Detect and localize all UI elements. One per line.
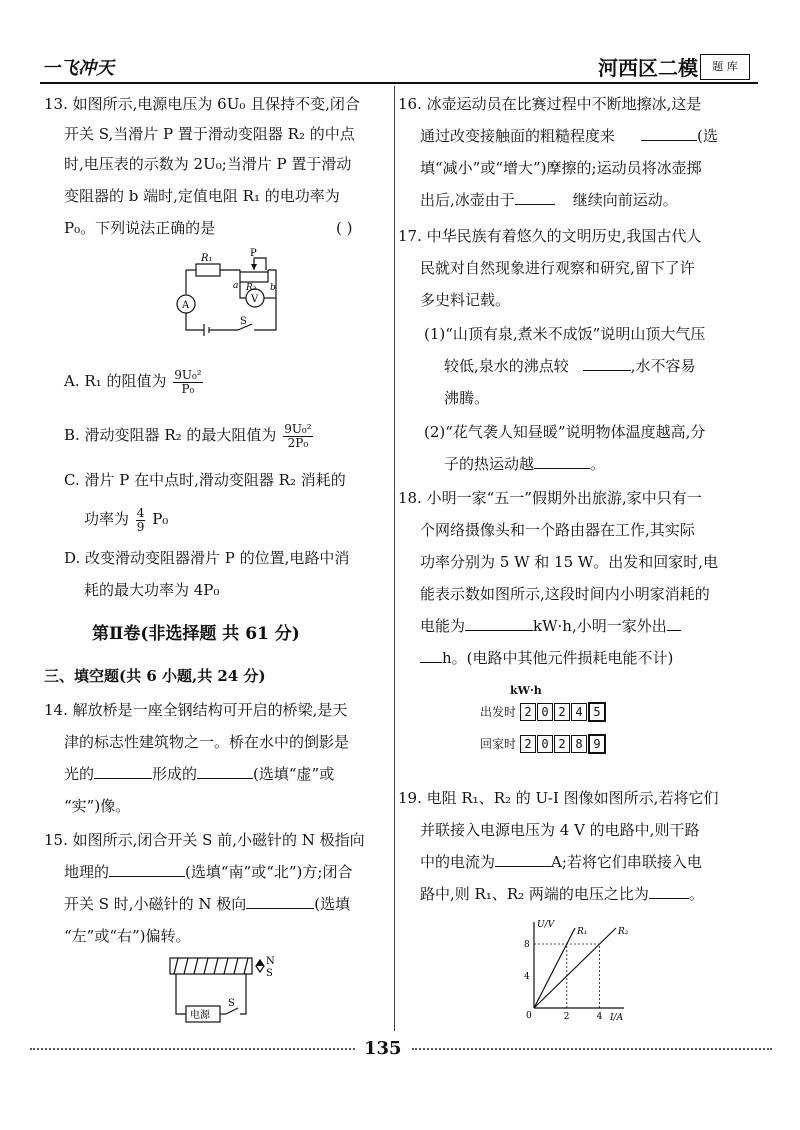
q14-blank-2[interactable]: [197, 760, 253, 779]
q14-line2: 津的标志性建筑物之一。桥在水中的倒影是: [64, 733, 350, 751]
voltmeter-label: V: [251, 294, 259, 305]
q17-part2-c: 。: [590, 455, 606, 473]
chart-x-tick-1: 4: [596, 1012, 603, 1022]
q13-option-b-fraction: [283, 423, 312, 450]
q14-line3-b: 形成的: [152, 765, 198, 783]
q18-line4: 能表示数如图所示,这段时间内小明家消耗的: [420, 585, 710, 603]
chart-series-1-label: R₁: [577, 927, 588, 937]
q13-line4: 变阻器的 b 端时,定值电阻 R₁ 的电功率为: [64, 187, 340, 205]
q16-line2: [420, 122, 718, 150]
meter-return-row: [480, 734, 607, 754]
q19-line1: 19. 电阻 R₁、R₂ 的 U-I 图像如图所示,若将它们: [398, 789, 719, 807]
meter-start-digits: [520, 705, 607, 719]
q13-option-d-line2: 耗的最大功率为 4P₀: [84, 581, 220, 599]
end-a-label: a: [233, 281, 239, 291]
q14-line3-c: (选填“虚”或: [253, 765, 335, 783]
meter-return-digit-2: 2: [554, 735, 570, 753]
q16-line4-a: 出后,冰壶由于: [420, 191, 515, 209]
q15-line3-b: (选填: [314, 895, 351, 913]
q16-line3: 填“减小”或“增大”)摩擦的;运动员将冰壶掷: [420, 159, 702, 177]
q15-electromagnet-diagram: [160, 954, 290, 1026]
chart-series-1-line: [534, 928, 575, 1008]
needle-n-label: N: [266, 956, 275, 967]
q15-line2-a: 地理的: [64, 863, 110, 881]
q19-line3-a: 中的电流为: [420, 853, 496, 871]
q14-blank-1[interactable]: [94, 760, 152, 779]
header-rule: [40, 82, 758, 84]
q17-part2-b: 子的热运动越: [444, 455, 535, 473]
q13-option-a-num: 9U₀²: [174, 367, 202, 382]
q15-line2-b: (选填“南”或“北”)方;闭合: [185, 863, 353, 881]
chart-y-tick-1: 8: [524, 940, 530, 950]
q13-option-c-num: 4: [136, 505, 145, 520]
q15-line3-a: 开关 S 时,小磁针的 N 极向: [64, 895, 247, 913]
q13-option-a-text: A. R₁ 的阻值为: [64, 372, 167, 390]
q13-line2: 开关 S,当滑片 P 置于滑动变阻器 R₂ 的中点: [64, 125, 355, 143]
q18-blank-1[interactable]: [465, 612, 533, 631]
q19-ui-chart: [518, 918, 638, 1022]
q18-blank-2-cont[interactable]: [420, 644, 442, 663]
q15-line2: [64, 858, 352, 886]
footer-rule-right: [412, 1048, 772, 1050]
q18-line3: 功率分别为 5 W 和 15 W。出发和回家时,电: [420, 553, 719, 571]
meter-unit: kW·h: [510, 684, 542, 697]
q18-line5-b: kW·h,小明一家外出: [533, 617, 667, 635]
q13-circuit-diagram: [166, 248, 306, 352]
q16-line4: [420, 186, 678, 214]
chart-y-tick-0: 4: [524, 972, 530, 982]
meter-start-digit-1: 0: [537, 703, 553, 721]
brand-logo: 一飞冲天: [42, 58, 114, 79]
r1-label: R₁: [201, 253, 213, 264]
q17-part1-line2: [444, 352, 696, 380]
q17-line2: 民就对自然现象进行观察和研究,留下了许: [420, 259, 695, 277]
q18-line1: 18. 小明一家“五一”假期外出旅游,家中只有一: [398, 489, 702, 507]
exam-title: 河西区二模: [598, 56, 698, 80]
q17-part1-line3: 沸腾。: [444, 389, 490, 407]
meter-return-digit-1: 0: [537, 735, 553, 753]
power-source-label: 电源: [190, 1010, 210, 1021]
meter-return-digit-4: 9: [588, 734, 606, 754]
q16-line1: 16. 冰壶运动员在比赛过程中不断地擦冰,这是: [398, 95, 702, 113]
q13-line1: 13. 如图所示,电源电压为 6U₀ 且保持不变,闭合: [44, 95, 360, 113]
meter-start-digit-4: 5: [588, 702, 606, 722]
q16-blank-1[interactable]: [641, 122, 697, 141]
q19-line3-b: A;若将它们串联接入电: [551, 853, 702, 871]
ammeter-label: A: [182, 300, 190, 311]
q13-option-c-text: 功率为: [84, 510, 130, 528]
meter-return-digit-3: 8: [571, 735, 587, 753]
q15-line4: “左”或“右”)偏转。: [64, 927, 191, 945]
q18-line6-text: h。(电路中其他元件损耗电能不计): [442, 649, 674, 667]
meter-return-label: 回家时: [480, 737, 517, 751]
q17-part1-b: 较低,泉水的沸点较: [444, 357, 569, 375]
q13-option-c-den: 9: [136, 519, 145, 534]
q13-option-c-line1: C. 滑片 P 在中点时,滑动变阻器 R₂ 消耗的: [64, 471, 346, 489]
q13-option-b-text: B. 滑动变阻器 R₂ 的最大阻值为: [64, 426, 277, 444]
q13-option-c-line2: [84, 502, 168, 536]
q18-line2: 个网络摄像头和一个路由器在工作,其实际: [420, 521, 695, 539]
chart-series-2-line: [534, 928, 616, 1008]
q16-line2-b: (选: [697, 127, 718, 145]
q19-blank-1[interactable]: [495, 848, 551, 867]
q16-blank-2[interactable]: [515, 186, 555, 205]
needle-s-label: S: [266, 968, 273, 979]
q13-option-a: [64, 364, 205, 398]
q19-line4: [420, 880, 704, 908]
section2-title: 第Ⅱ卷(非选择题 共 61 分): [92, 624, 300, 644]
q17-blank-2[interactable]: [534, 450, 590, 469]
q13-option-b-den: 2P₀: [287, 435, 309, 450]
meter-return-digits: [520, 737, 607, 751]
meter-return-digit-0: 2: [520, 735, 536, 753]
q19-blank-2[interactable]: [649, 880, 689, 899]
q13-option-c-tail: P₀: [152, 510, 169, 528]
meter-start-digit-0: 2: [520, 703, 536, 721]
q18-line5-a: 电能为: [420, 617, 466, 635]
chart-origin-label: 0: [526, 1011, 532, 1021]
meter-start-row: [480, 702, 607, 722]
q19-line4-a: 路中,则 R₁、R₂ 两端的电压之比为: [420, 885, 649, 903]
q13-option-a-den: P₀: [181, 381, 195, 396]
q18-line6: [420, 644, 673, 672]
q17-part2-line1: (2)“花气袭人知昼暖”说明物体温度越高,分: [424, 423, 706, 441]
q14-line1: 14. 解放桥是一座全钢结构可开启的桥梁,是天: [44, 701, 348, 719]
q14-line3: [64, 760, 334, 788]
chart-y-label: U/V: [537, 920, 555, 930]
page-number: 135: [364, 1038, 402, 1059]
chart-series-2-label: R₂: [618, 927, 629, 937]
q19-line2: 并联接入电源电压为 4 V 的电路中,则干路: [420, 821, 700, 839]
q14-line4: “实”)像。: [64, 797, 131, 815]
chart-x-tick-0: 2: [563, 1012, 570, 1022]
q13-line5: P₀。下列说法正确的是: [64, 219, 216, 237]
q16-line4-b: 继续向前运动。: [572, 191, 678, 209]
q15-line3: [64, 890, 350, 918]
meter-start-digit-3: 4: [571, 703, 587, 721]
q18-line5: [420, 612, 681, 640]
q13-option-d-line1: D. 改变滑动变阻器滑片 P 的位置,电路中消: [64, 549, 350, 567]
q17-line3: 多史料记载。: [420, 291, 511, 309]
chart-x-label: I/A: [610, 1013, 624, 1022]
q13-answer-bracket: ( ): [336, 219, 353, 237]
q15-blank-2[interactable]: [246, 890, 314, 909]
q16-line2-a: 通过改变接触面的粗糙程度来: [420, 127, 616, 145]
q17-part1-line1: (1)“山顶有泉,煮米不成饭”说明山顶大气压: [424, 325, 706, 343]
badge: 题 库: [700, 54, 750, 80]
footer-rule-left: [30, 1048, 355, 1050]
switch-label: S: [240, 316, 247, 327]
end-b-label: b: [270, 283, 276, 293]
slider-label: P: [250, 248, 257, 259]
q13-option-c-fraction: [136, 507, 146, 534]
q15-blank-1[interactable]: [109, 858, 185, 877]
q13-line3: 时,电压表的示数为 2U₀;当滑片 P 置于滑动: [64, 155, 352, 173]
column-divider: [394, 86, 395, 1031]
q17-part2-line2: [444, 450, 605, 478]
q19-line3: [420, 848, 702, 876]
q18-blank-2[interactable]: [667, 612, 681, 631]
q14-line3-a: 光的: [64, 765, 95, 783]
meter-start-digit-2: 2: [554, 703, 570, 721]
q13-option-b: [64, 418, 315, 452]
section3-title: 三、填空题(共 6 小题,共 24 分): [44, 667, 266, 685]
q15-line1: 15. 如图所示,闭合开关 S 前,小磁针的 N 极指向: [44, 831, 365, 849]
q19-line4-b: 。: [688, 885, 704, 903]
q13-option-b-num: 9U₀²: [284, 421, 312, 436]
q17-blank-1[interactable]: [583, 352, 631, 371]
q15-switch-label: S: [228, 998, 235, 1009]
q17-line1: 17. 中华民族有着悠久的文明历史,我国古代人: [398, 227, 702, 245]
meter-start-label: 出发时: [480, 705, 517, 719]
q13-option-a-fraction: [173, 369, 202, 396]
q17-part1-c: ,水不容易: [630, 357, 696, 375]
r2-label: R₂: [246, 283, 257, 293]
